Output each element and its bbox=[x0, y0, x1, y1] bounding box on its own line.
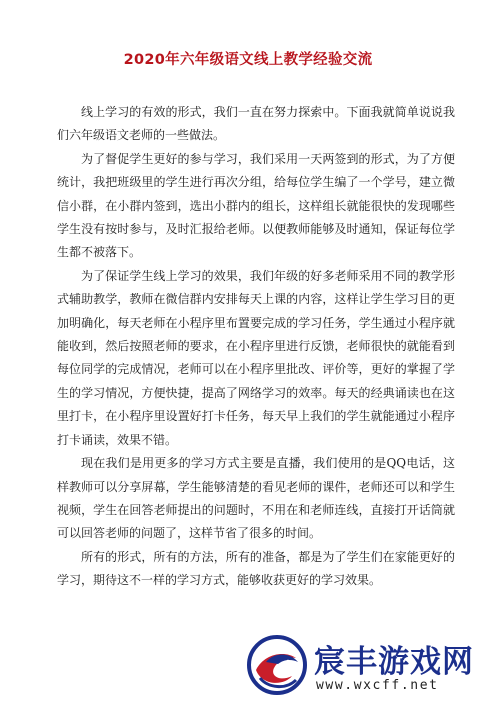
paragraph-1: 线上学习的有效的形式，我们一直在努力探索中。下面我就简单说说我们六年级语文老师的一些做法。 bbox=[57, 105, 455, 143]
paragraph-3: 为了保证学生线上学习的效果，我们年级的好多老师采用不同的教学形式辅助教学，教师在微信群内安排每天上课的内容，这样让学生学习目的更加明确化，每天老师在小程序里布置要完成的学习任务，学生通过小程序就能收到，然后按照老师的要求，在小程序里进行反馈，老师很快的就能看到每位同学的完成情况，老师可以在小程序里批改、评价等，更好的掌握了学生的学习情况，方便快捷，提高了网络学习的效率。每天的经典诵读也在这里打卡，在小程序里设置好打卡任务，每天早上我们的学生就能通过小程序打卡诵读，效果不错。 bbox=[57, 268, 455, 447]
watermark-url: www.wxcff.net bbox=[316, 678, 439, 693]
paragraph-2: 为了督促学生更好的参与学习，我们采用一天两签到的形式，为了方便统计，我把班级里的学生进行再次分组，给每位学生编了一个学号，建立微信小群，在小群内签到，选出小群内的组长，这样组长就能很快的发现哪些学生没有按时参与，及时汇报给老师。以便教师能够及时通知，保证每位学生都不被落下。 bbox=[57, 151, 455, 260]
document-title: 2020年六年级语文线上教学经验交流 bbox=[123, 52, 373, 68]
site-watermark bbox=[244, 632, 490, 698]
paragraph-5: 所有的形式，所有的方法，所有的准备，都是为了学生们在家能更好的学习，期待这不一样的学习方式，能够收获更好的学习效果。 bbox=[57, 549, 455, 588]
paragraph-4: 现在我们是用更多的学习方式主要是直播，我们使用的是QQ电话，这样教师可以分享屏幕，学生能够清楚的看见老师的课件，老师还可以和学生视频，学生在回答老师提出的问题时，不用在和老师连线，直接打开话筒就可以回答老师的问题了，这样节省了很多的时间。 bbox=[57, 456, 455, 541]
watermark-site-name: 宸丰游戏网 bbox=[314, 644, 474, 680]
document-body bbox=[57, 101, 455, 593]
dragon-logo-icon bbox=[244, 632, 310, 698]
